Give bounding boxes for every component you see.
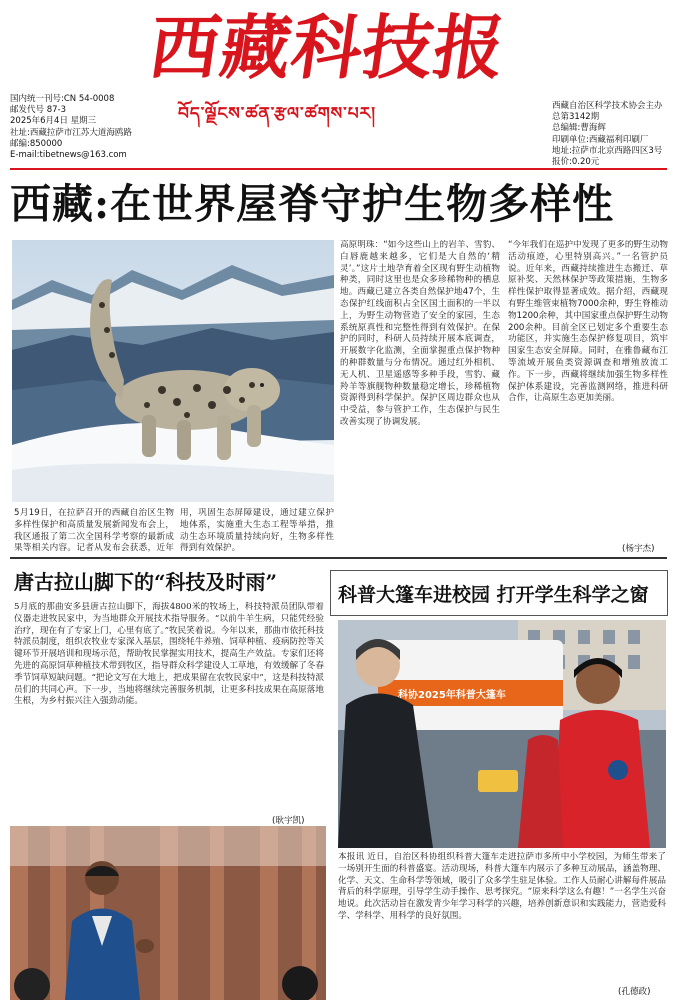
lead-column-1-bottom: 5月19日，在拉萨召开的西藏自治区生物多样性保护和高质量发展新闻发布会上，我区通报了第二次全国科学考察的最新成果等相关内容。记者从发布会获悉，近年 bbox=[14, 508, 174, 554]
masthead-divider bbox=[10, 168, 667, 170]
info-line: 地址:拉萨市北京西路四区3号 bbox=[552, 145, 663, 156]
tibetan-title: བོད་ལྗོངས་ཚན་རྩལ་ཚགས་པར། bbox=[178, 104, 376, 124]
info-line: 西藏自治区科学技术协会主办 bbox=[552, 101, 663, 111]
section2-body: 5月底的那曲安多县唐古拉山脚下，海拔4800米的牧场上，科技特派员团队带着仪器走进牧民家中，为当地群众开展技术指导服务。“以前牛羊生病，只能凭经验治疗，现在有了专家上门，心里有底了。”牧民笑着说。今年以来，那曲市依托科技特派员制度，组织农牧业专家深入基层，围绕牦牛养殖、饲草种植、疫病防控等关键环节开展培训和现场示范，帮助牧民掌握实用技术，提高生产效益。专家们还将先进的高原饲草种植技术带到牧区，指导群众科学建设人工草地，有效缓解了冬春季节饲草短缺问题。“把论文写在大地上，把成果留在农牧民家中”，这是科技特派员们的共同心声。下一步，当地将继续完善服务机制，让更多科技成果在高原落地生根，为乡村振兴注入强劲动能。 bbox=[14, 602, 324, 707]
info-line: 邮编:850000 bbox=[10, 138, 63, 149]
expert-training-photo bbox=[10, 826, 326, 1000]
lead-column-2: 高原明珠：“如今这些山上的岩羊、雪豹、白唇鹿越来越多，它们是大自然的‘精灵’。”这片土地孕育着全区现有野生动植物种类，同时这里也是众多珍稀物种的栖息地。西藏已建立各类自然保护地47个，生态保护红线面积占全区国土面积的一半以上，为野生动物营造了安全的家园，生态系统原真性和完整性得到有效保护。在保护的同时，科研人员持续开展本底调查，开展数字化监测，全面掌握重点保护物种的种群数量与分布情况。通过红外相机、无人机、卫星遥感等多种手段，雪豹、藏羚羊等旗舰物种数量稳定增长，珍稀植物资源得到科学保护。保护区周边群众也从中受益，参与管护工作，生态保护与民生改善实现了协调发展。 bbox=[340, 240, 500, 427]
section2-byline: (耿宇凯) bbox=[272, 816, 305, 826]
section3-body: 本报讯 近日，自治区科协组织科普大篷车走进拉萨市多所中小学校园，为师生带来了一场别开生面的科普盛宴。活动现场，科普大篷车内展示了多种互动展品，涵盖物理、化学、天文、生命科学等领域，吸引了众多学生驻足体验。工作人员耐心讲解每件展品背后的科学原理，引导学生动手操作、思考探究。“原来科学这么有趣！”一名学生兴奋地说。此次活动旨在激发青少年学习科学的兴趣，培养创新意识和实践能力，营造爱科学、学科学、用科学的良好氛围。 bbox=[338, 852, 666, 921]
truck-banner-text: 科协2025年科普大篷车 bbox=[398, 690, 506, 701]
info-line: 邮发代号 87-3 bbox=[10, 105, 66, 116]
section3-byline: (孔德政) bbox=[618, 987, 651, 997]
info-line: 社址:西藏拉萨市江苏大道海鸥路 bbox=[10, 127, 132, 138]
snow-leopard-photo bbox=[12, 240, 334, 502]
expert-illustration bbox=[10, 826, 326, 1000]
caravan-illustration bbox=[338, 620, 666, 848]
publication-info-left bbox=[10, 94, 132, 161]
info-line: 国内统一刊号:CN 54-0008 bbox=[10, 94, 115, 104]
info-line: 2025年6月4日 星期三 bbox=[10, 116, 97, 127]
info-line: 印刷单位:西藏福利印刷厂 bbox=[552, 134, 649, 145]
info-line: 总第3142期 bbox=[552, 112, 600, 123]
lead-column-2-bottom: 用，巩固生态屏障建设，通过建立保护地体系，实施重大生态工程等举措，推动生态环境质量持续向好，生物多样性得到有效保护。 bbox=[180, 508, 334, 554]
info-line: 报价:0.20元 bbox=[552, 157, 600, 168]
info-line: 总编辑:曹海辉 bbox=[552, 123, 606, 134]
section-divider bbox=[10, 557, 667, 559]
lead-column-3: “今年我们在巡护中发现了更多的野生动物活动痕迹，心里特别高兴。”一名管护员说。近年来，西藏持续推进生态搬迁、草原补奖、天然林保护等政策措施，生物多样性保护取得显著成效。据介绍，西藏现有野生维管束植物7000余种，野生脊椎动物1200余种，其中国家重点保护野生动物200余种。目前全区已划定多个重要生态功能区，并实施生态保护修复项目，筑牢国家生态安全屏障。同时，在雅鲁藏布江等流域开展鱼类资源调查和增殖放流工作。下一步，西藏将继续加强生物多样性保护体系建设，完善监测网络，推进科研合作，让高原生态更加美丽。 bbox=[508, 240, 668, 404]
newspaper-logo: 西藏科技报 bbox=[144, 6, 511, 89]
publication-info-right bbox=[552, 101, 663, 168]
section2-headline: 唐古拉山脚下的“科技及时雨” bbox=[14, 570, 278, 594]
section3-headline: 科普大篷车进校园 打开学生科学之窗 bbox=[338, 584, 649, 606]
info-line: E-mail:tibetnews@163.com bbox=[10, 150, 127, 161]
science-caravan-photo bbox=[338, 620, 666, 848]
lead-byline: (杨宇杰) bbox=[622, 544, 655, 554]
masthead bbox=[0, 0, 677, 178]
lead-headline: 西藏:在世界屋脊守护生物多样性 bbox=[10, 180, 615, 228]
snow-leopard-illustration bbox=[12, 240, 334, 502]
